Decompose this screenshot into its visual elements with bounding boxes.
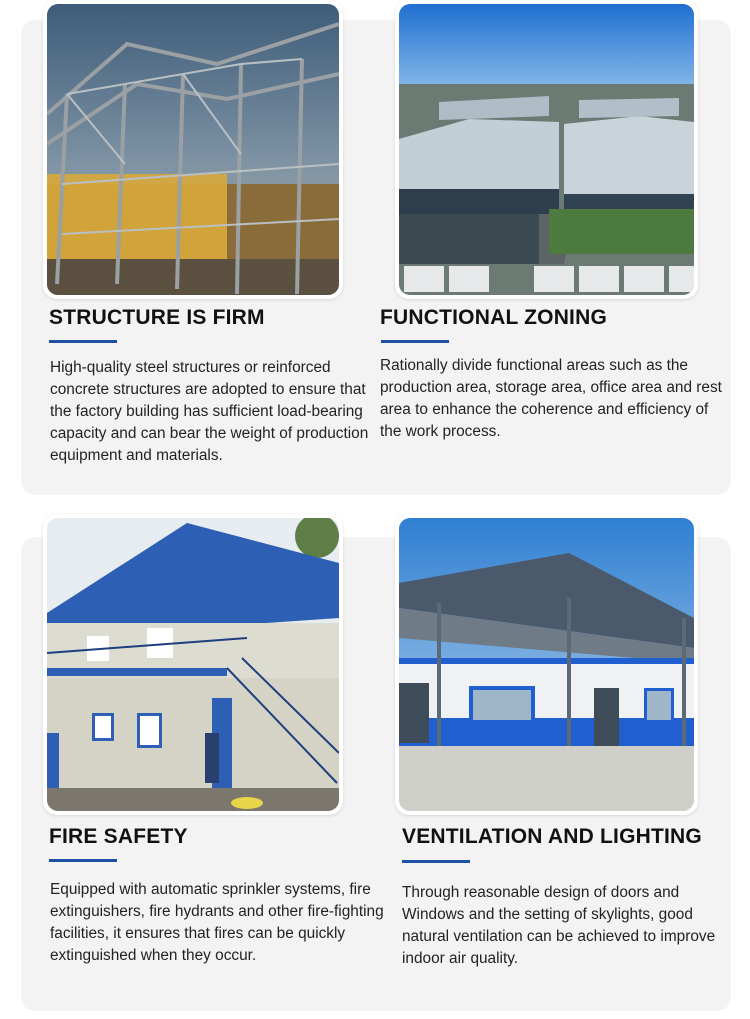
title-underline	[402, 860, 470, 863]
feature-description: Rationally divide functional areas such as the production area, storage area, office area and rest area to enhance the coherence and efficiency of the work process.	[380, 357, 722, 440]
feature-description: High-quality steel structures or reinforced concrete structures are adopted to ensure that the factory building has sufficient load-bearing capacity and can bear the weight of production equipment and materials.	[50, 359, 369, 464]
prefab-building-photo	[43, 514, 343, 815]
industrial-park-photo	[395, 0, 698, 299]
title-underline	[381, 340, 449, 343]
feature-title: FUNCTIONAL ZONING	[380, 306, 607, 329]
title-underline	[49, 859, 117, 862]
feature-title: FIRE SAFETY	[49, 825, 188, 848]
feature-description: Equipped with automatic sprinkler systems, fire extinguishers, fire hydrants and other fire-fighting facilities, it ensures that fires can be quickly extinguished when they occur.	[50, 881, 384, 964]
title-underline	[49, 340, 117, 343]
feature-description: Through reasonable design of doors and Windows and the setting of skylights, good natural ventilation can be achieved to improve indoor air quality.	[402, 884, 716, 967]
feature-title: VENTILATION AND LIGHTING	[402, 825, 702, 848]
steel-frame-photo	[43, 0, 343, 299]
feature-title: STRUCTURE IS FIRM	[49, 306, 265, 329]
steel-warehouse-photo	[395, 514, 698, 815]
